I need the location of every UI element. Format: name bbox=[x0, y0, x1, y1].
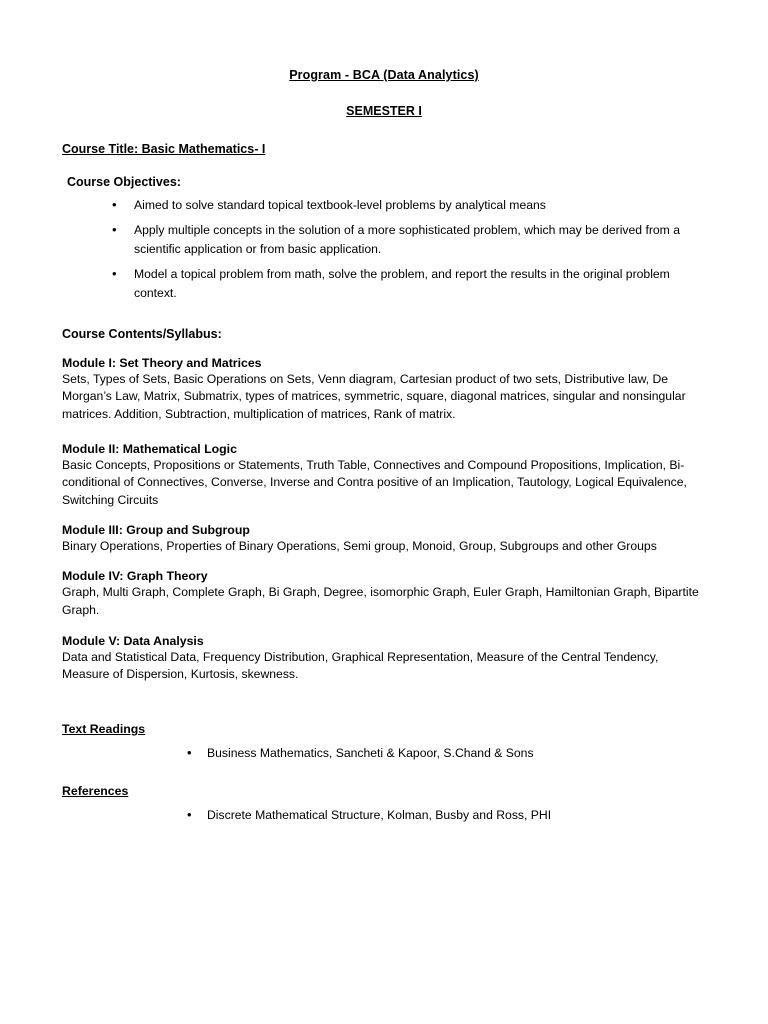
module-body: Data and Statistical Data, Frequency Distribution, Graphical Representation, Measure of the Central Tendency, Measure of Dispersion, Kurtosis, skewness. bbox=[62, 649, 659, 682]
semester-heading: SEMESTER I bbox=[346, 104, 422, 118]
page-title: Program - BCA (Data Analytics) bbox=[289, 68, 479, 82]
module-title: Module V: Data Analysis bbox=[62, 633, 204, 648]
list-item: • Apply multiple concepts in the solution of a more sophisticated problem, which may be derived from a scientific application or from basic application. bbox=[112, 221, 706, 259]
list-item: • Aimed to solve standard topical textbook-level problems by analytical means bbox=[112, 196, 706, 215]
references-list bbox=[62, 806, 706, 824]
references-heading: References bbox=[62, 784, 129, 799]
text-readings-heading: Text Readings bbox=[62, 722, 146, 737]
list-item: • Discrete Mathematical Structure, Kolman, Busby and Ross, PHI bbox=[187, 806, 706, 824]
module-section bbox=[62, 356, 706, 424]
module-title: Module IV: Graph Theory bbox=[62, 569, 208, 584]
course-objectives-heading: Course Objectives: bbox=[67, 175, 181, 189]
module-body: Sets, Types of Sets, Basic Operations on Sets, Venn diagram, Cartesian product of two sets, Distributive law, De Morgan’s Law, Matrix, Submatrix, types of matrices, symmetric, square, diagonal matrices, singular and nonsingular matrices. Addition, Subtraction, multiplication of matrices, Rank of matrix. bbox=[62, 371, 686, 421]
module-body: Basic Concepts, Propositions or Statements, Truth Table, Connectives and Compound Propositions, Implication, Bi- conditional of Connectives, Converse, Inverse and Contra positive of an Implication, Tautology, Logical Equivalence, Switching Circuits bbox=[62, 457, 687, 507]
module-section bbox=[62, 634, 706, 684]
course-contents-heading: Course Contents/Syllabus: bbox=[62, 326, 222, 341]
list-item: • Model a topical problem from math, solve the problem, and report the results in the original problem context. bbox=[112, 265, 706, 303]
text-readings-list bbox=[62, 744, 706, 762]
list-item: • Business Mathematics, Sancheti & Kapoor, S.Chand & Sons bbox=[187, 744, 706, 762]
module-title: Module II: Mathematical Logic bbox=[62, 441, 237, 456]
module-title: Module III: Group and Subgroup bbox=[62, 522, 250, 537]
module-title: Module I: Set Theory and Matrices bbox=[62, 355, 262, 370]
course-objectives-list bbox=[62, 196, 706, 303]
module-section bbox=[62, 442, 706, 510]
module-section bbox=[62, 523, 706, 556]
module-section bbox=[62, 569, 706, 619]
module-body: Binary Operations, Properties of Binary Operations, Semi group, Monoid, Group, Subgroups and other Groups bbox=[62, 538, 657, 553]
course-title: Course Title: Basic Mathematics- I bbox=[62, 142, 266, 156]
module-body: Graph, Multi Graph, Complete Graph, Bi Graph, Degree, isomorphic Graph, Euler Graph, Hamiltonian Graph, Bipartite Graph. bbox=[62, 585, 699, 618]
